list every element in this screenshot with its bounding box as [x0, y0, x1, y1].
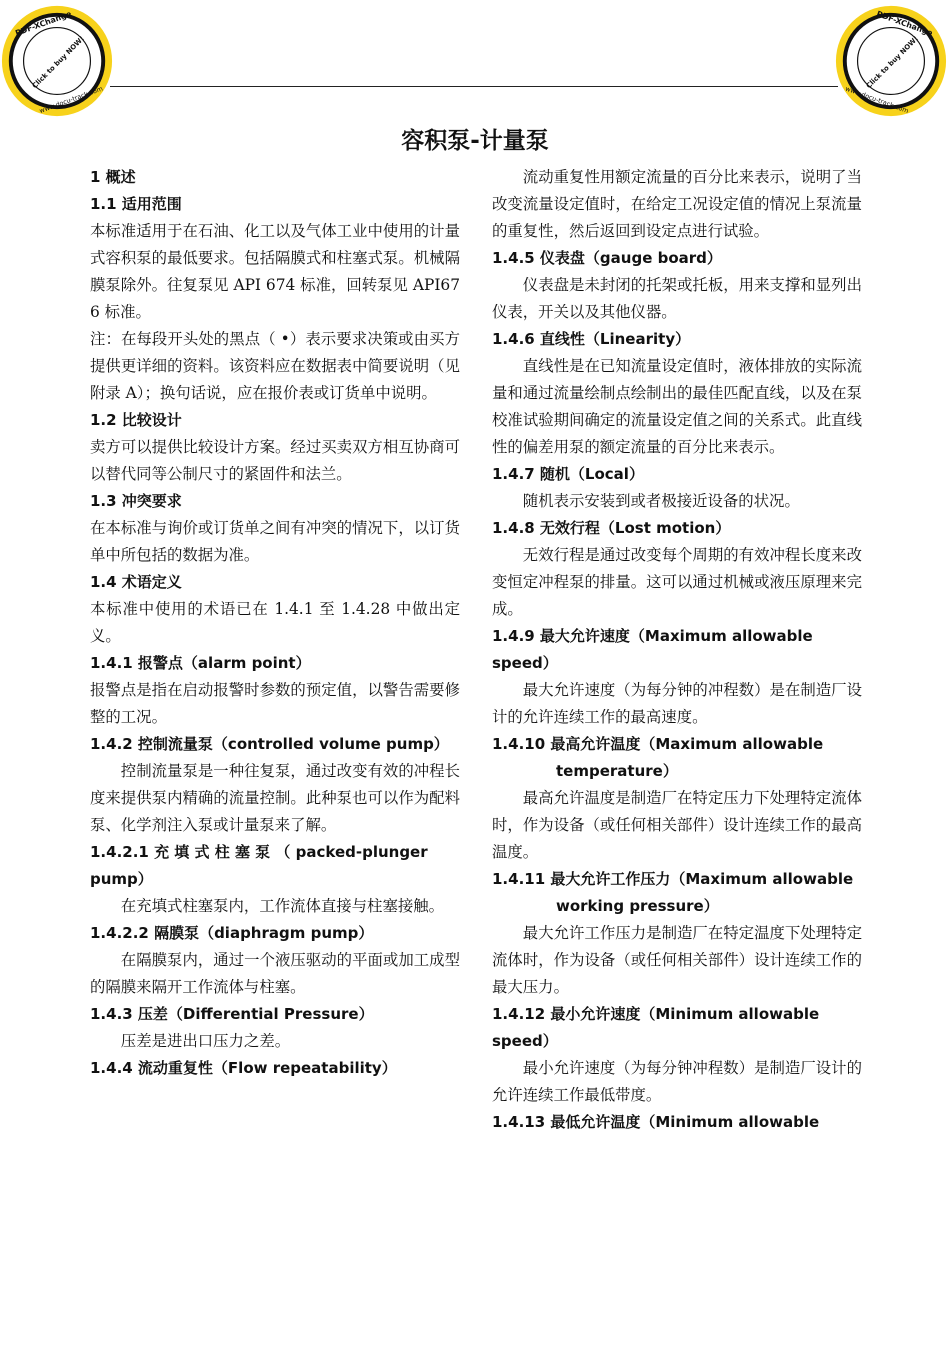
section-heading: 1.4.6 直线性（Linearity） [492, 330, 691, 348]
header-rule [110, 86, 838, 87]
paragraph: 在充填式柱塞泵内，工作流体直接与柱塞接触。 [120, 897, 445, 915]
section-heading: 1.3 冲突要求 [90, 492, 182, 510]
section-heading: 1 概述 [90, 168, 136, 186]
paragraph: 压差是进出口压力之差。 [120, 1032, 291, 1050]
section-heading: 1.1 适用范围 [90, 195, 182, 213]
paragraph: 无效行程是通过改变每个周期的有效冲程长度来改变恒定冲程泵的排量。这可以通过机械或液压原理来完成。 [492, 546, 862, 618]
paragraph: 注：在每段开头处的黑点（ •）表示要求决策或由买方提供更详细的资料。该资料应在数据表中简要说明（见附录 A）；换句话说，应在报价表或订货单中说明。 [90, 330, 460, 402]
section-heading: 1.4.4 流动重复性（Flow repeatability） [90, 1059, 397, 1077]
right-column [492, 164, 862, 1136]
section-heading: 1.4.2.2 隔膜泵（diaphragm pump） [90, 924, 374, 942]
svg-text:www.docu-track.com: www.docu-track.com [844, 84, 910, 115]
section-heading: 1.4.1 报警点（alarm point） [90, 654, 311, 672]
section-heading: 1.4.12 最小允许速度（Minimum allowable speed） [492, 1005, 820, 1050]
paragraph: 直线性是在已知流量设定值时，液体排放的实际流量和通过流量绘制点绘制出的最佳匹配直线，以及在泵校准试验期间确定的流量设定值之间的关系式。此直线性的偏差用泵的额定流量的百分比来表示。 [492, 357, 862, 456]
section-heading: 1.4.10 最高允许温度（Maximum allowable temperature） [492, 735, 824, 780]
paragraph: 最大允许工作压力是制造厂在特定温度下处理特定流体时，作为设备（或任何相关部件）设计连续工作的最大压力。 [492, 924, 862, 996]
svg-text:PDF-XChange: PDF-XChange [875, 9, 934, 38]
section-heading: 1.4.8 无效行程（Lost motion） [492, 519, 731, 537]
paragraph: 仪表盘是未封闭的托架或托板，用来支撑和显列出仪表，开关以及其他仪器。 [492, 276, 862, 321]
section-heading: 1.4 术语定义 [90, 573, 182, 591]
paragraph: 卖方可以提供比较设计方案。经过买卖双方相互协商可以替代同等公制尺寸的紧固件和法兰。 [90, 438, 460, 483]
section-heading: 1.4.5 仪表盘（gauge board） [492, 249, 722, 267]
paragraph: 本标准中使用的术语已在 1.4.1 至 1.4.28 中做出定义。 [90, 600, 460, 645]
document-title: 容积泵-计量泵 [401, 128, 549, 154]
section-heading: 1.4.3 压差（Differential Pressure） [90, 1005, 374, 1023]
paragraph: 报警点是指在启动报警时参数的预定值，以警告需要修整的工况。 [90, 681, 460, 726]
pdf-xchange-badge-left[interactable] [0, 2, 116, 120]
paragraph: 最小允许速度（为每分钟冲程数）是制造厂设计的允许连续工作最低带度。 [492, 1059, 862, 1104]
section-heading: 1.4.11 最大允许工作压力（Maximum allowable working pressure） [492, 870, 854, 915]
paragraph: 随机表示安装到或者极接近设备的状况。 [522, 492, 800, 510]
section-heading: 1.4.2 控制流量泵（controlled volume pump） [90, 735, 449, 753]
svg-text:PDF-XChange: PDF-XChange [14, 9, 73, 38]
paragraph: 在本标准与询价或订货单之间有冲突的情况下，以订货单中所包括的数据为准。 [90, 519, 460, 564]
section-heading: 1.2 比较设计 [90, 411, 182, 429]
section-heading: 1.4.7 随机（Local） [492, 465, 644, 483]
left-column [90, 164, 460, 1082]
paragraph: 在隔膜泵内，通过一个液压驱动的平面或加工成型的隔膜来隔开工作流体与柱塞。 [90, 951, 460, 996]
section-heading: 1.4.2.1 充 填 式 柱 塞 泵 （ packed-plunger pump） [90, 843, 428, 888]
paragraph: 最大允许速度（为每分钟的冲程数）是在制造厂设计的允许连续工作的最高速度。 [492, 681, 862, 726]
paragraph: 本标准适用于在石油、化工以及气体工业中使用的计量式容积泵的最低要求。包括隔膜式和柱塞式泵。机械隔膜泵除外。往复泵见 API 674 标准，回转泵见 API676 标准。 [90, 222, 460, 321]
pdf-xchange-badge-right[interactable] [832, 2, 950, 120]
svg-text:Click to buy NOW!: Click to buy NOW! [864, 34, 921, 91]
svg-text:Click to buy NOW!: Click to buy NOW! [30, 34, 87, 91]
svg-text:www.docu-track.com: www.docu-track.com [38, 84, 104, 115]
section-heading: 1.4.13 最低允许温度（Minimum allowable [492, 1113, 820, 1131]
paragraph: 流动重复性用额定流量的百分比来表示，说明了当改变流量设定值时，在给定工况设定值的情况上泵流量的重复性，然后返回到设定点进行试验。 [492, 168, 862, 240]
paragraph: 控制流量泵是一种往复泵，通过改变有效的冲程长度来提供泵内精确的流量控制。此种泵也可以作为配料泵、化学剂注入泵或计量泵来了解。 [90, 762, 460, 834]
section-heading: 1.4.9 最大允许速度（Maximum allowable speed） [492, 627, 813, 672]
paragraph: 最高允许温度是制造厂在特定压力下处理特定流体时，作为设备（或任何相关部件）设计连续工作的最高温度。 [492, 789, 862, 861]
